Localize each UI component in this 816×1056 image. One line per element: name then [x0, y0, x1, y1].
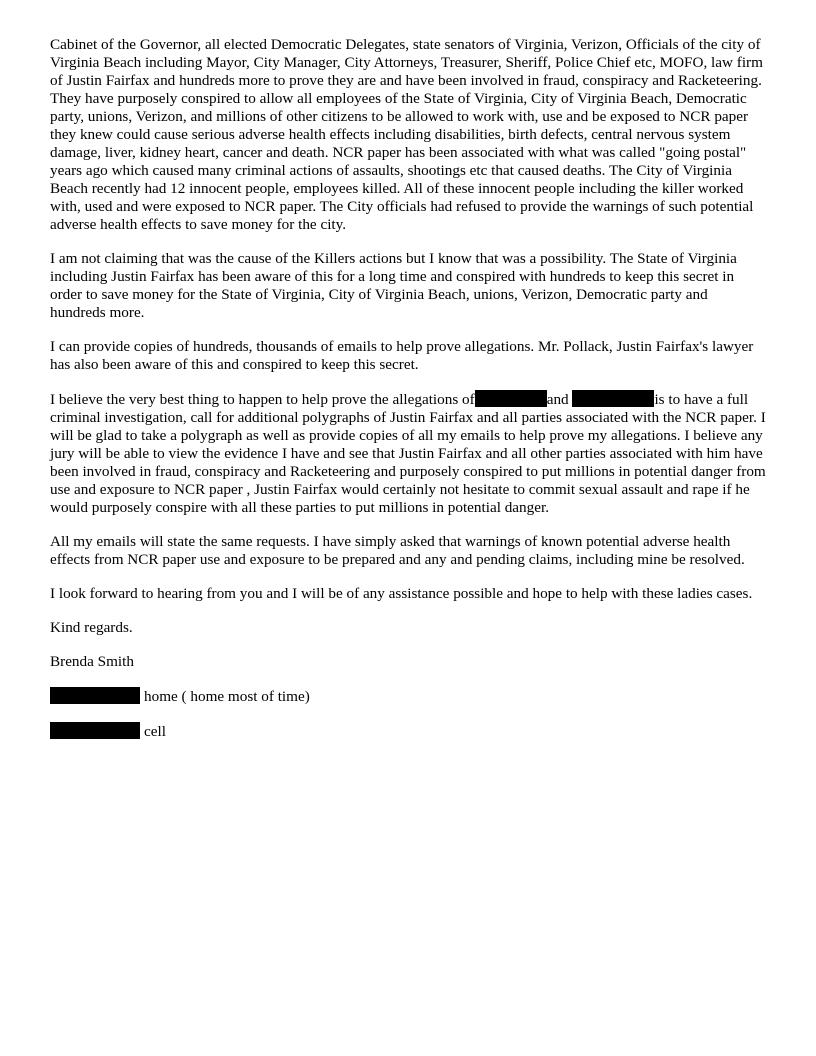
- paragraph-2: I am not claiming that was the cause of the Killers actions but I know that was a possibility. The State of Virginia including Justin Fairfax has been aware of this for a long time and conspired with hundreds to keep this secret in order to save money for the State of Virginia, City of Virginia Beach, unions, Verizon, Democratic party and hundreds more.: [50, 250, 737, 321]
- redaction-box: [50, 687, 140, 704]
- paragraph-6: I look forward to hearing from you and I will be of any assistance possible and hope to help with these ladies cases.: [50, 585, 753, 602]
- closing: Kind regards.: [50, 619, 133, 636]
- cell-phone-label: cell: [144, 723, 166, 740]
- paragraph-4-part-1: I believe the very best thing to happen to help prove the allegations of: [50, 391, 475, 408]
- letter-body: [50, 36, 766, 757]
- home-phone-label: home ( home most of time): [144, 688, 310, 705]
- paragraph-1: Cabinet of the Governor, all elected Democratic Delegates, state senators of Virginia, Verizon, Officials of the city of Virginia Beach including Mayor, City Manager, City Attorneys, Treasurer, Sheriff, Police Chief etc, MOFO, law firm of Justin Fairfax and hundreds more to prove they are and have been involved in fraud, conspiracy and Racketeering. They have purposely conspired to allow all employees of the State of Virginia, City of Virginia Beach, Democratic party, unions, Verizon, and millions of other citizens to be allowed to work with, use and be exposed to NCR paper they knew could cause serious adverse health effects including disabilities, birth defects, central nervous system damage, liver, kidney heart, cancer and death. NCR paper has been associated with what was called "going postal" years ago which caused many criminal actions of assaults, shootings etc that caused deaths. The City of Virginia Beach recently had 12 innocent people, employees killed. All of these innocent people including the killer worked with, used and were exposed to NCR paper. The City officials had refused to provide the warnings of such potential adverse health effects to save money for the city.: [50, 36, 763, 233]
- redaction-box: [572, 390, 654, 407]
- paragraph-3: I can provide copies of hundreds, thousands of emails to help prove allegations. Mr. Pollack, Justin Fairfax's lawyer has also been aware of this and conspired to keep this secret.: [50, 338, 754, 373]
- paragraph-5: All my emails will state the same requests. I have simply asked that warnings of known potential adverse health effects from NCR paper use and exposure to be prepared and any and pending claims, including mine be resolved.: [50, 533, 745, 568]
- home-phone-line: [50, 687, 766, 706]
- cell-phone-line: [50, 722, 766, 741]
- paragraph-4: [50, 390, 766, 517]
- paragraph-4-part-3: is to have a full criminal investigation, call for additional polygraphs of Justin Fairfax and all parties associated with the NCR paper. I will be glad to take a polygraph as well as provide copies of all my emails to help prove my allegations. I believe any jury will be able to view the evidence I have and see that Justin Fairfax and all other parties associated with him have been involved in fraud, conspiracy and Racketeering and purposely conspired to put millions in potential danger from use and exposure to NCR paper , Justin Fairfax would certainly not hesitate to commit sexual assault and rape if he would purposely conspire with all these parties to put millions in potential danger.: [50, 391, 766, 516]
- redaction-box: [50, 722, 140, 739]
- signature: Brenda Smith: [50, 653, 134, 670]
- paragraph-4-part-2: and: [546, 391, 569, 408]
- redaction-box: [475, 390, 547, 407]
